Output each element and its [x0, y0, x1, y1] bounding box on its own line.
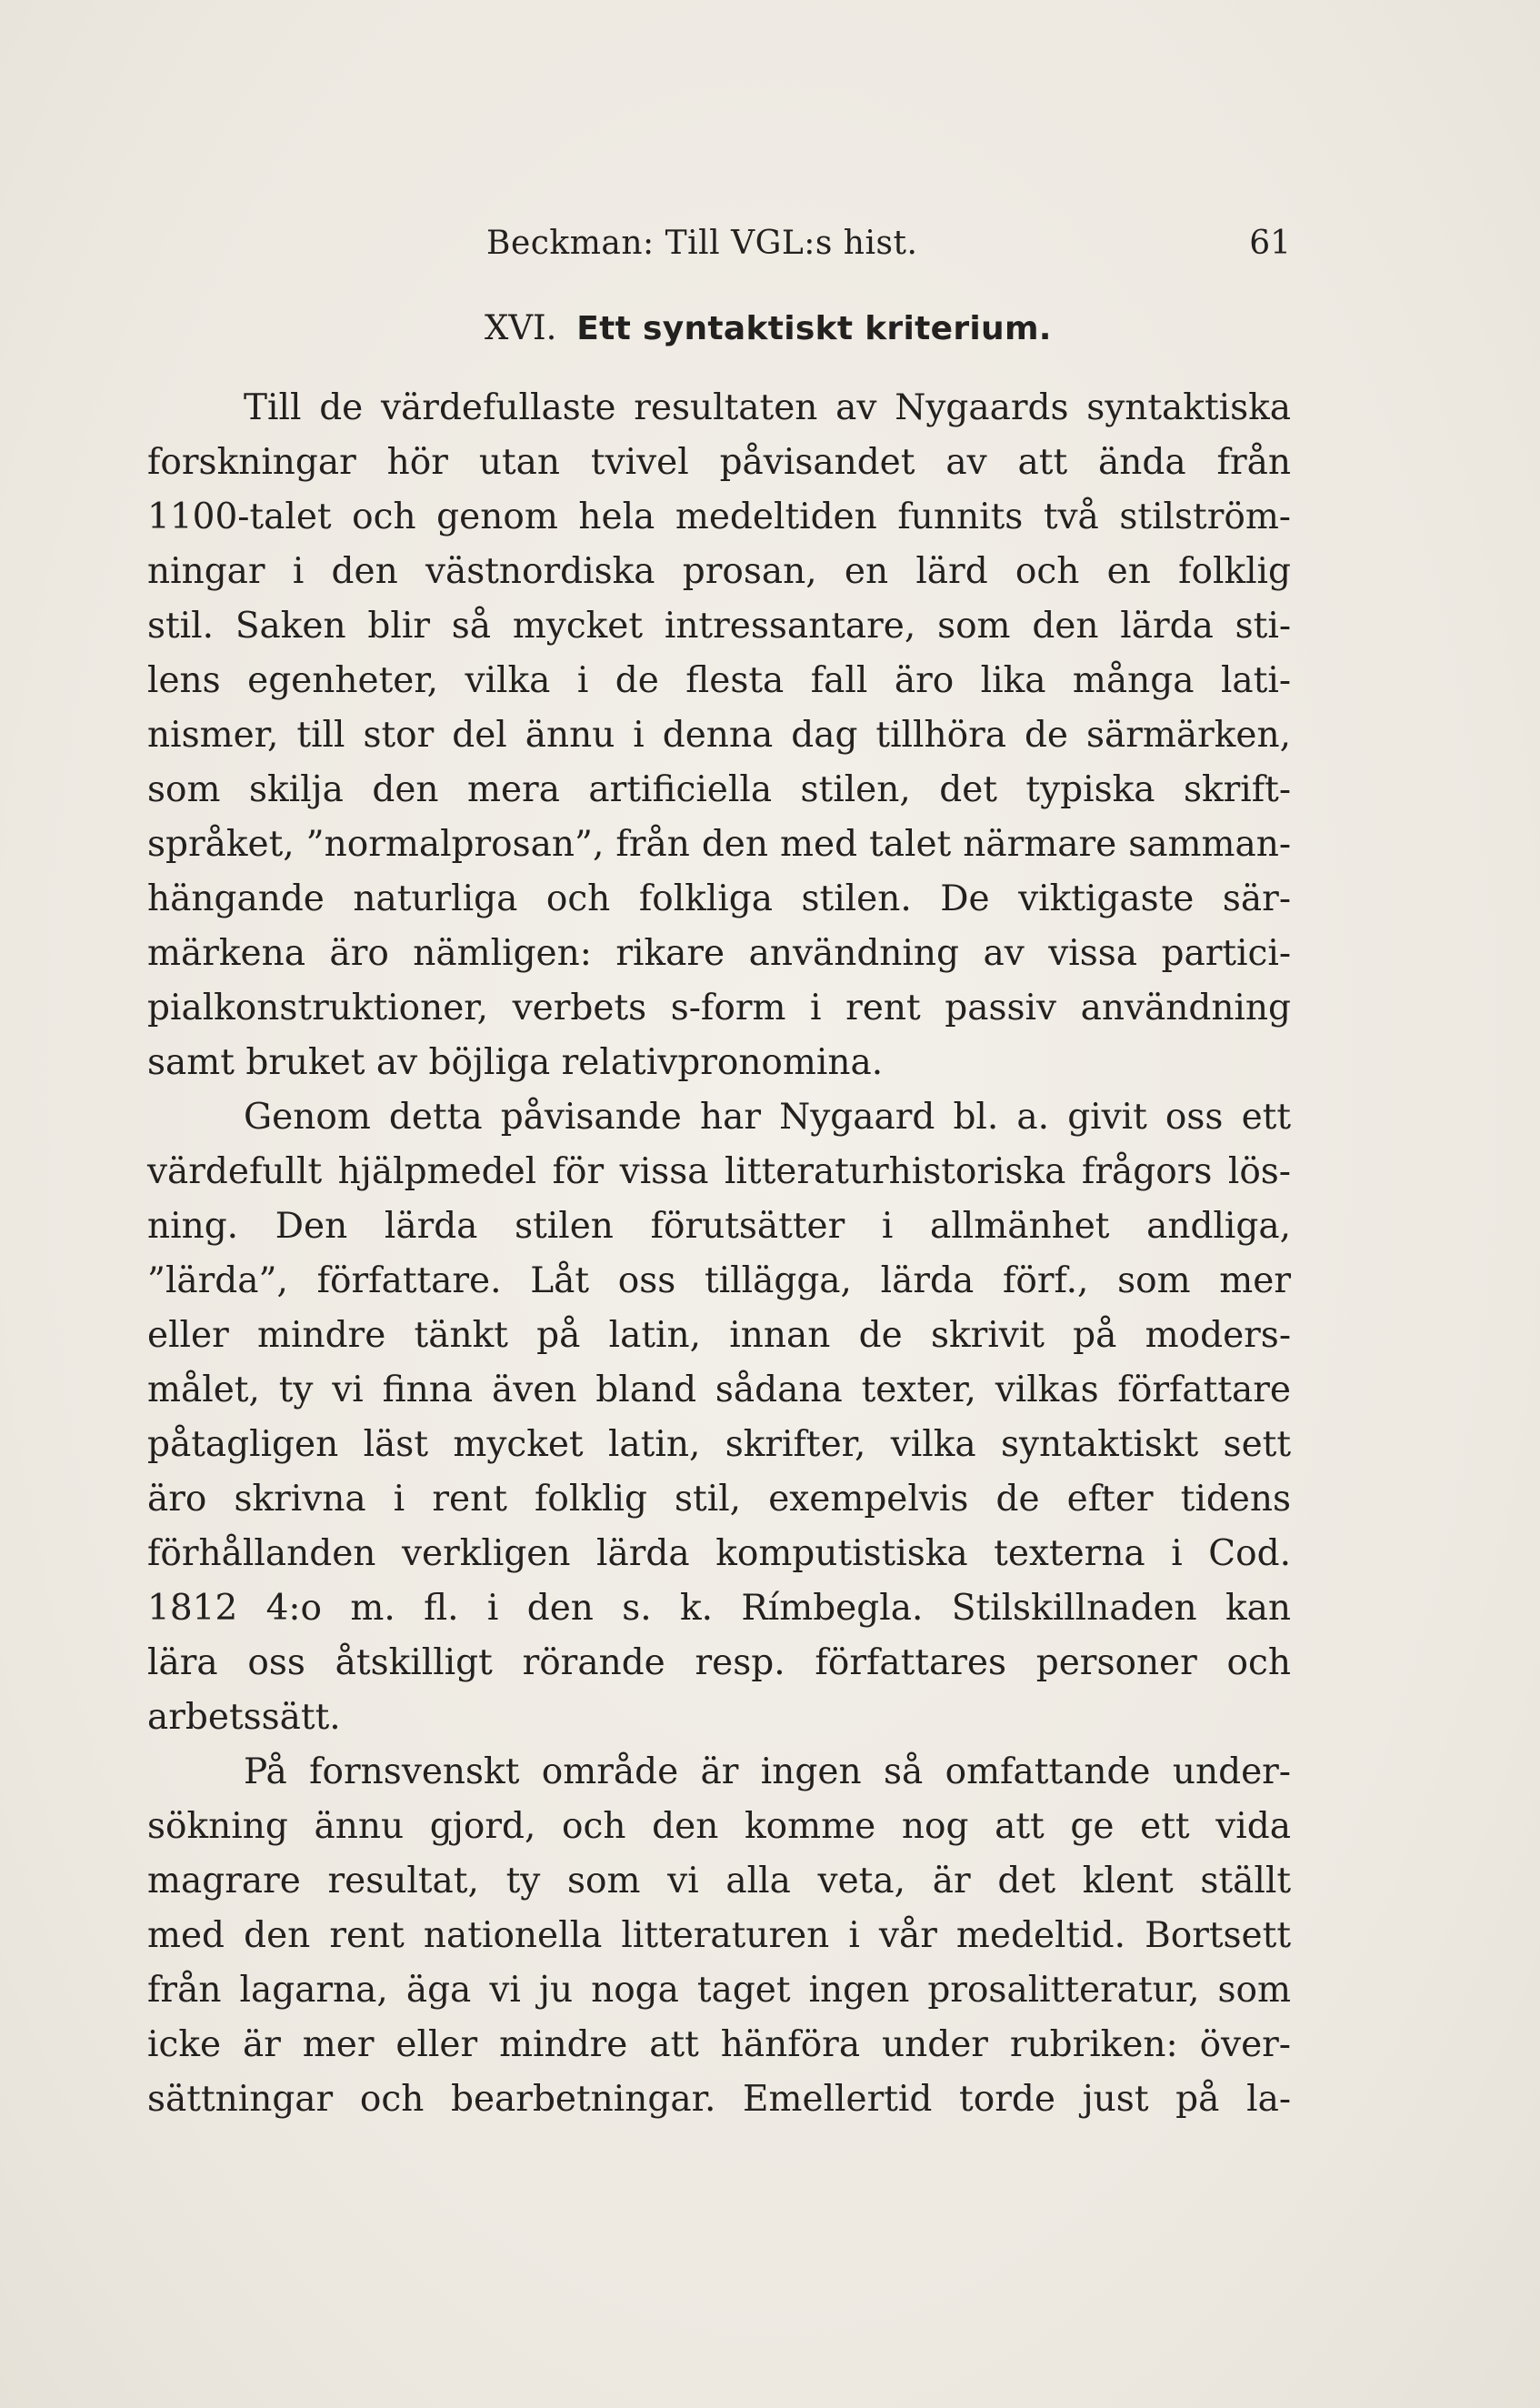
text-line: värdefullt hjälpmedel för vissa litteraturhistoriska frågors lös-	[147, 1151, 1291, 1192]
section-title: Ett syntaktiskt kriterium.	[576, 310, 1052, 347]
paragraph	[147, 381, 1291, 1090]
running-title: Beckman: Till VGL:s hist.	[486, 225, 918, 262]
text-line: arbetssätt.	[147, 1697, 341, 1738]
text-line: stil. Saken blir så mycket intressantare, som den lärda sti-	[147, 606, 1291, 647]
text-line: med den rent nationella litteraturen i vår medeltid. Bortsett	[147, 1915, 1291, 1956]
text-line: hängande naturliga och folkliga stilen. De viktigaste sär-	[147, 878, 1291, 919]
page-number: 61	[1249, 225, 1291, 262]
text-line: icke är mer eller mindre att hänföra under rubriken: över-	[147, 2024, 1291, 2065]
paragraph	[147, 1745, 1291, 2127]
text-line: pialkonstruktioner, verbets s-form i rent passiv användning	[147, 988, 1291, 1028]
text-line: lens egenheter, vilka i de flesta fall äro lika många lati-	[147, 660, 1291, 701]
text-line: ning. Den lärda stilen förutsätter i allmänhet andliga,	[147, 1206, 1291, 1247]
text-line: förhållanden verkligen lärda komputistiska texterna i Cod.	[147, 1533, 1291, 1574]
running-head	[486, 221, 1291, 266]
text-line: sättningar och bearbetningar. Emellertid torde just på la-	[147, 2079, 1291, 2120]
text-line: påtagligen läst mycket latin, skrifter, vilka syntaktiskt sett	[147, 1424, 1291, 1465]
text-line: Till de värdefullaste resultaten av Nygaards syntaktiska	[244, 387, 1291, 428]
text-line: språket, ”normalprosan”, från den med talet närmare samman-	[147, 824, 1291, 865]
text-line: ”lärda”, författare. Låt oss tillägga, lärda förf., som mer	[147, 1260, 1291, 1301]
text-line: ningar i den västnordiska prosan, en lärd och en folklig	[147, 551, 1291, 592]
text-line: märkena äro nämligen: rikare användning av vissa partici-	[147, 933, 1291, 974]
text-line: Genom detta påvisande har Nygaard bl. a. givit oss ett	[244, 1097, 1291, 1138]
paragraph	[147, 1090, 1291, 1745]
text-line: forskningar hör utan tvivel påvisandet av att ända från	[147, 442, 1291, 483]
text-line: som skilja den mera artificiella stilen, det typiska skrift-	[147, 769, 1291, 810]
text-line: målet, ty vi finna även bland sådana texter, vilkas författare	[147, 1370, 1291, 1410]
text-line: magrare resultat, ty som vi alla veta, är det klent ställt	[147, 1861, 1291, 1901]
section-number: XVI.	[485, 308, 557, 347]
text-line: från lagarna, äga vi ju noga taget ingen prosalitteratur, som	[147, 1970, 1291, 2011]
text-line: 1812 4:o m. fl. i den s. k. Rímbegla. Stilskillnaden kan	[147, 1588, 1291, 1629]
text-line: sökning ännu gjord, och den komme nog att ge ett vida	[147, 1806, 1291, 1847]
text-line: nismer, till stor del ännu i denna dag tillhöra de särmärken,	[147, 715, 1291, 756]
text-line: lära oss åtskilligt rörande resp. författares personer och	[147, 1642, 1291, 1683]
text-line: På fornsvenskt område är ingen så omfattande under-	[244, 1751, 1291, 1792]
text-line: samt bruket av böjliga relativpronomina.	[147, 1042, 884, 1083]
text-line: äro skrivna i rent folklig stil, exempelvis de efter tidens	[147, 1479, 1291, 1520]
section-heading	[485, 305, 1052, 352]
body-text	[147, 381, 1291, 2127]
text-line: eller mindre tänkt på latin, innan de skrivit på moders-	[147, 1315, 1291, 1356]
text-line: 1100-talet och genom hela medeltiden funnits två stilström-	[147, 497, 1291, 537]
